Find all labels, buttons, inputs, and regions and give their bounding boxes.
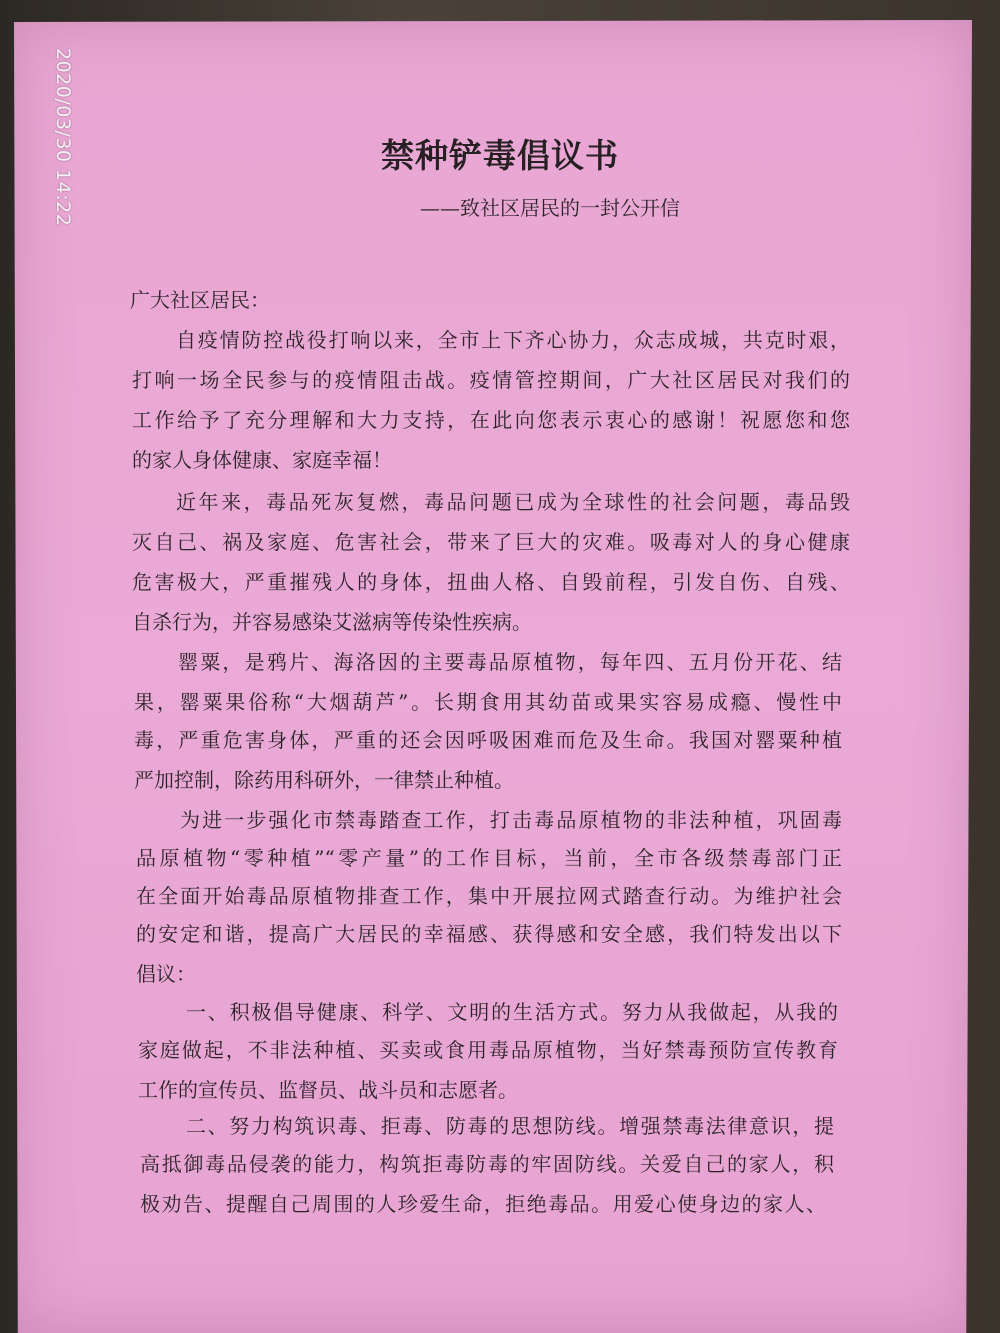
body-line: 高抵御毒品侵袭的能力，构筑拒毒防毒的牢固防线。关爱自己的家人，积 <box>140 1152 834 1176</box>
body-line: 近年来，毒品死灰复燃，毒品问题已成为全球性的社会问题，毒品毁 <box>176 490 850 514</box>
body-line: 家庭做起，不非法种植、买卖或食用毒品原植物，当好禁毒预防宣传教育 <box>138 1038 838 1062</box>
body-line: 打响一场全民参与的疫情阻击战。疫情管控期间，广大社区居民对我们的 <box>132 368 850 392</box>
body-line: 为进一步强化市禁毒踏查工作，打击毒品原植物的非法种植，巩固毒 <box>180 808 842 832</box>
body-line: 的安定和谐，提高广大居民的幸福感、获得感和安全感，我们特发出以下 <box>136 922 842 946</box>
body-line: 毒，严重危害身体，严重的还会因呼吸困难而危及生命。我国对罂粟种植 <box>134 728 842 752</box>
body-line: 罂粟，是鸦片、海洛因的主要毒品原植物，每年四、五月份开花、结 <box>178 650 842 674</box>
body-line: 极劝告、提醒自己周围的人珍爱生命，拒绝毒品。用爱心使身边的家人、 <box>140 1192 826 1216</box>
body-line: 严加控制，除药用科研外，一律禁止种植。 <box>134 768 514 792</box>
document-subtitle: ——致社区居民的一封公开信 <box>420 196 680 220</box>
body-line: 自疫情防控战役打响以来，全市上下齐心协力，众志成城，共克时艰， <box>176 328 850 352</box>
body-line: 自杀行为，并容易感染艾滋病等传染性疾病。 <box>132 610 532 634</box>
body-line: 一、积极倡导健康、科学、文明的生活方式。努力从我做起，从我的 <box>186 1000 838 1024</box>
body-line: 品原植物“零种植”“零产量”的工作目标，当前，全市各级禁毒部门正 <box>136 846 842 870</box>
body-line: 在全面开始毒品原植物排查工作，集中开展拉网式踏查行动。为维护社会 <box>136 884 842 908</box>
body-line: 工作给予了充分理解和大力支持，在此向您表示衷心的感谢！祝愿您和您 <box>132 408 850 432</box>
body-line: 倡议： <box>136 962 196 986</box>
photo-timestamp: 2020/03/30 14:22 <box>52 48 74 227</box>
body-line: 的家人身体健康、家庭幸福！ <box>132 448 392 472</box>
body-line: 危害极大，严重摧残人的身体，扭曲人格、自毁前程，引发自伤、自残、 <box>132 570 850 594</box>
body-line: 灭自己、祸及家庭、危害社会，带来了巨大的灾难。吸毒对人的身心健康 <box>132 530 850 554</box>
salutation: 广大社区居民： <box>130 288 270 312</box>
document-title: 禁种铲毒倡议书 <box>381 136 619 175</box>
body-line: 二、努力构筑识毒、拒毒、防毒的思想防线。增强禁毒法律意识，提 <box>186 1114 834 1138</box>
body-line: 工作的宣传员、监督员、战斗员和志愿者。 <box>138 1078 518 1102</box>
body-line: 果，罂粟果俗称“大烟葫芦”。长期食用其幼苗或果实容易成瘾、慢性中 <box>134 690 842 714</box>
